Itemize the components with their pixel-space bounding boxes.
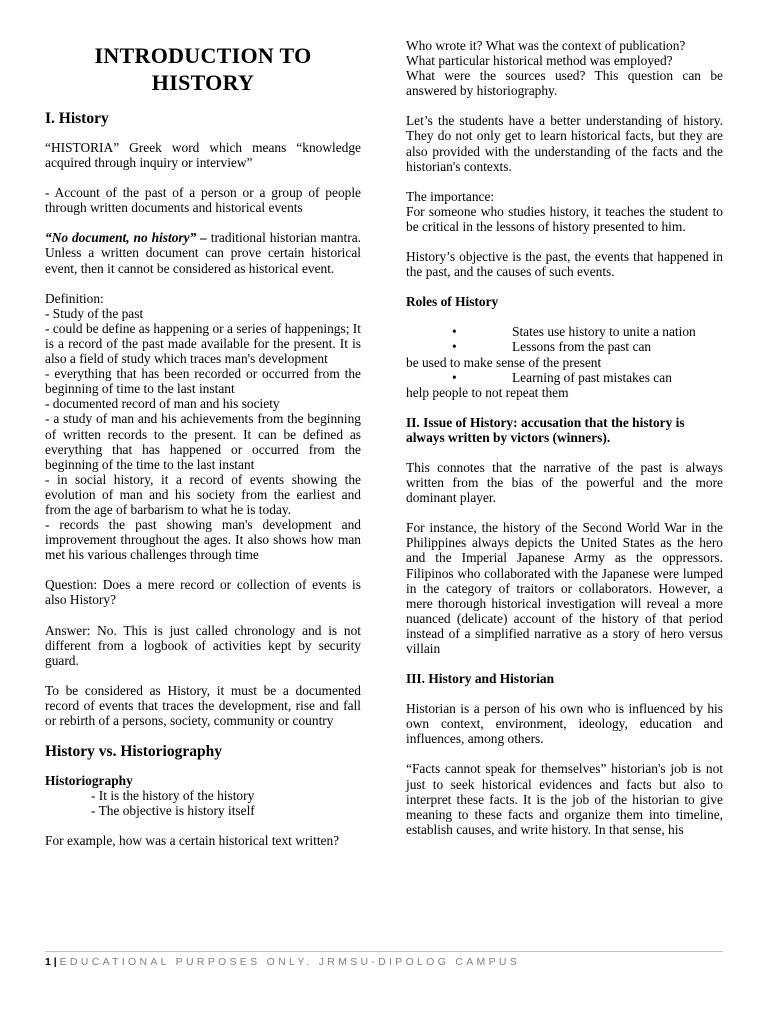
historian-paragraph: Historian is a person of his own who is influenced by his own context, environment, ideology, education and influences, among others.	[406, 701, 723, 747]
role-item	[406, 339, 723, 369]
connotes-paragraph: This connotes that the narrative of the past is always written from the bias of the powerful and the more dominant player.	[406, 459, 723, 506]
left-column	[45, 38, 361, 863]
historian-heading: III. History and Historian	[406, 671, 555, 687]
section-heading-historiography: History vs. Historiography	[45, 743, 222, 761]
no-document-paragraph	[45, 230, 361, 275]
historiography-item: - The objective is history itself	[91, 803, 255, 819]
page-number: 1 |	[45, 956, 57, 968]
historiography-label: Historiography	[45, 773, 133, 789]
method-paragraph	[406, 53, 723, 98]
issue-heading: II. Issue of History: accusation that the history is always written by victors (winners).	[406, 414, 685, 445]
no-document-text: traditional historian mantra. Unless a written document can prove certain historical event, then it cannot be considered as historical event.	[45, 230, 361, 276]
definition-block	[45, 291, 361, 563]
section-heading-history: I. History	[45, 110, 109, 127]
example-paragraph: For example, how was a certain historical text written?	[45, 833, 340, 849]
role-item-text: • Learning of past mistakes can	[406, 370, 723, 385]
title-line-2: HISTORY	[151, 70, 255, 95]
historiography-item: - It is the history of the history	[91, 788, 255, 804]
role-item	[406, 324, 723, 339]
objective-paragraph: History’s objective is the past, the events that happened in the past, and the causes of such events.	[406, 249, 723, 280]
considered-paragraph: To be considered as History, it must be a documented record of events that traces the development, rise and fall or rebirth of a persons, society, community or country	[45, 682, 361, 728]
importance-paragraph	[406, 189, 723, 234]
document-title	[45, 42, 361, 96]
account-paragraph: - Account of the past of a person or a group of people through written documents and historical events	[45, 185, 361, 216]
method-line: What were the sources used? This question can be answered by historiography.	[406, 68, 723, 99]
definition-item: - records the past showing man's development and improvement throughout the ages. It also shows how man met his various challenges through time	[45, 517, 361, 563]
title-line-1: INTRODUCTION TO	[94, 43, 312, 68]
historia-paragraph: “HISTORIA” Greek word which means “knowledge acquired through inquiry or interview”	[45, 140, 361, 171]
question-paragraph: Question: Does a mere record or collection of events is also History?	[45, 577, 361, 608]
definition-label: Definition:	[45, 290, 104, 306]
definition-item: - in social history, it a record of events showing the evolution of man and his society from the earliest and from the age of barbarism to what he is today.	[45, 471, 361, 517]
method-line: What particular historical method was employed?	[406, 53, 673, 69]
role-item-continuation: help people to not repeat them	[406, 384, 569, 400]
facts-paragraph: “Facts cannot speak for themselves” historian's job is not just to seek historical evidences and facts but also to interpret these facts. It is the job of the historian to give meaning to these facts and organize them into timeline, establish causes, and write history. In that sense, his	[406, 761, 723, 837]
definition-item: - everything that has been recorded or occurred from the beginning of time to the last instant	[45, 366, 361, 397]
role-item-text: • Lessons from the past can	[406, 339, 723, 354]
definition-item: - Study of the past	[45, 305, 144, 321]
right-column	[406, 38, 723, 852]
role-item-text: • States use history to unite a nation	[406, 324, 723, 339]
answer-paragraph: Answer: No. This is just called chronology and is not different from a logbook of activities kept by security guard.	[45, 622, 361, 668]
roles-heading: Roles of History	[406, 294, 499, 310]
role-item-continuation: be used to make sense of the present	[406, 354, 602, 370]
importance-text: For someone who studies history, it teaches the student to be critical in the lessons of history presented to him.	[406, 203, 723, 234]
roles-list	[406, 324, 723, 399]
historiography-block	[45, 773, 361, 818]
footer-text: EDUCATIONAL PURPOSES ONLY. JRMSU-DIPOLOG CAMPUS	[59, 956, 521, 968]
who-wrote-paragraph: Who wrote it? What was the context of publication?	[406, 38, 686, 53]
importance-label: The importance:	[406, 188, 495, 204]
students-paragraph: Let’s the students have a better understanding of history. They do not only get to learn historical facts, but they are also provided with the understanding of the facts and the historian's contexts.	[406, 113, 723, 174]
definition-item: - a study of man and his achievements from the beginning of written records to the present. It can be defined as everything that has happened or occurred from the beginning of the time to the last instant	[45, 411, 361, 472]
no-document-quote: “No document, no history” –	[45, 230, 207, 246]
definition-item: - documented record of man and his society	[45, 396, 280, 412]
definition-item: - could be define as happening or a series of happenings; It is a record of the past made available for the present. It is also a field of study which traces man's development	[45, 320, 361, 367]
instance-paragraph: For instance, the history of the Second World War in the Philippines always depicts the United States as the hero and the Imperial Japanese Army as the oppressors. Filipinos who collaborated with the Japanese were lumped in the category of traitors or collaborators. However, a mere thorough historical investigation will reveal a more nuanced (delicate) account of the history of that period instead of a simplified narrative as a story of hero versus villain	[406, 520, 723, 656]
page-footer	[45, 951, 723, 973]
role-item	[406, 370, 723, 400]
